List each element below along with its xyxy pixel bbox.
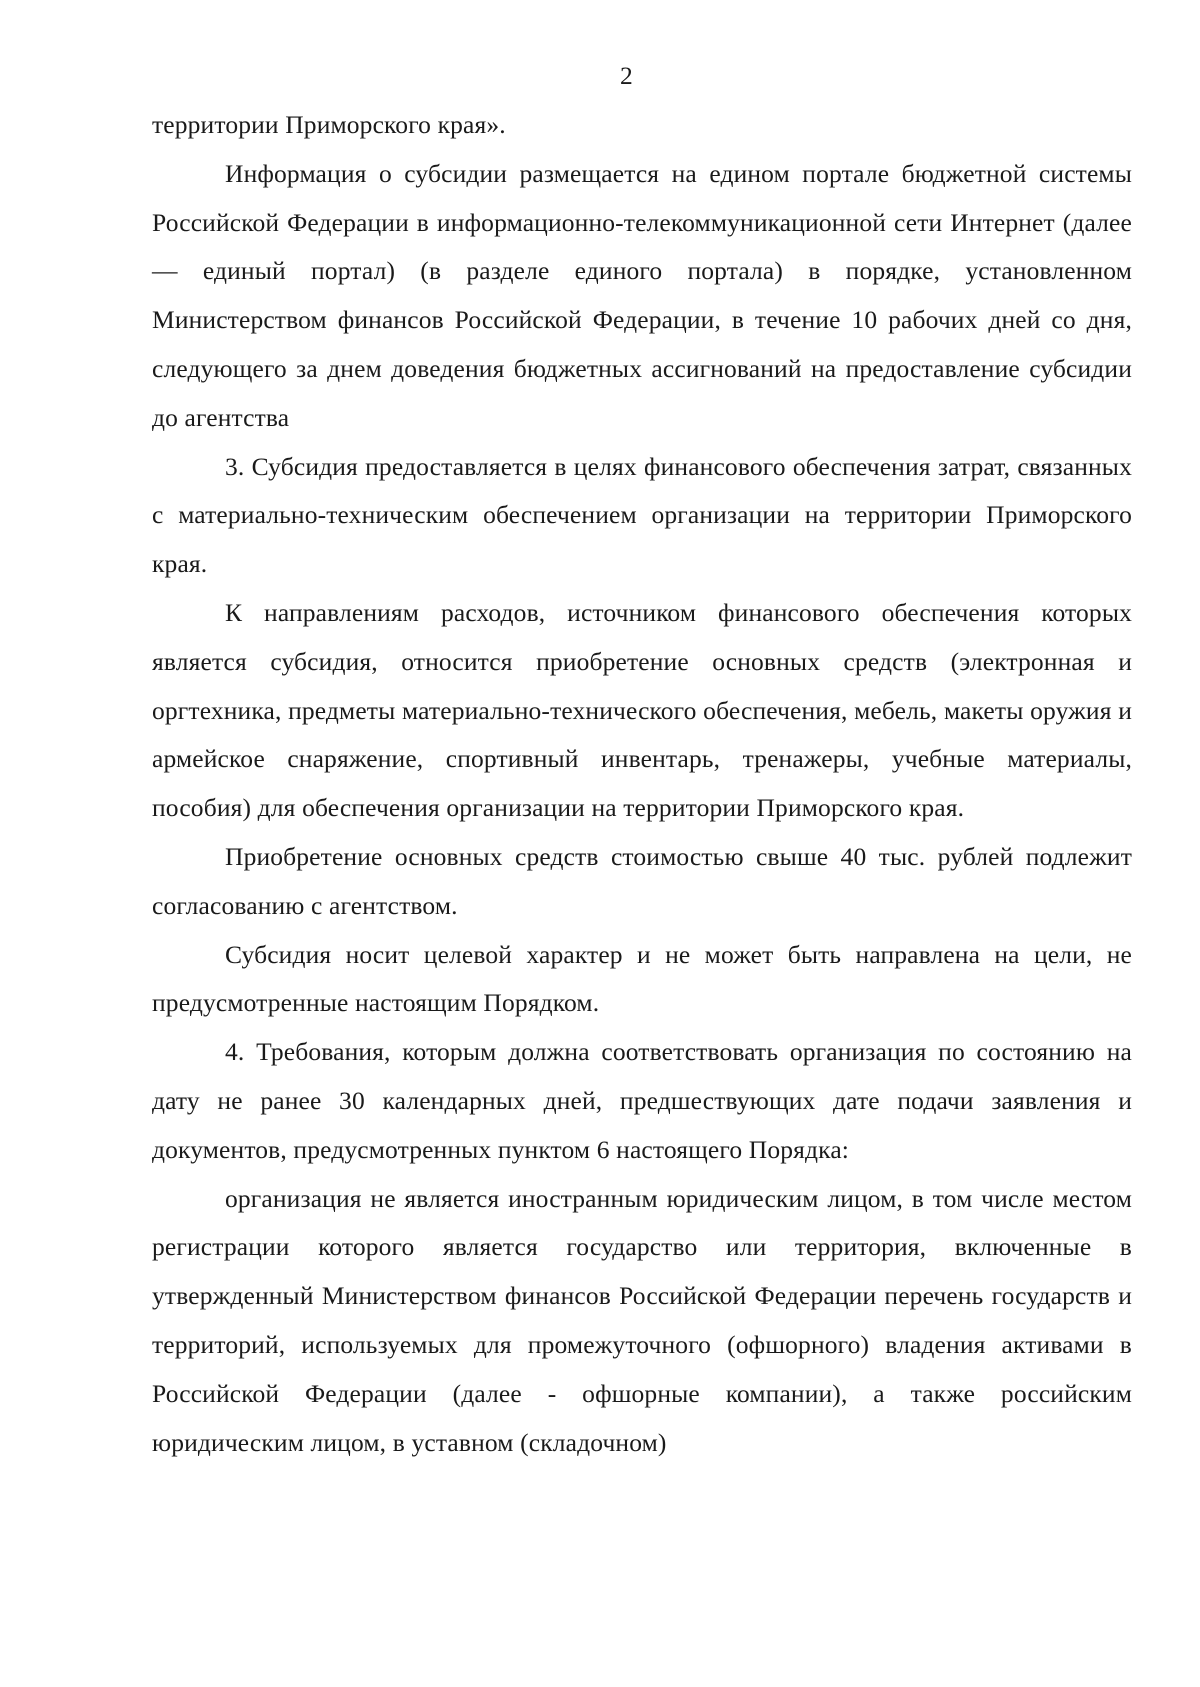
paragraph-subsidy-information: Информация о субсидии размещается на едином портале бюджетной системы Российской Федерации в информационно-телекоммуникационной сети Интернет (далее — единый портал) (в разделе единого портала) в порядке, установленном Министерством финансов Российской Федерации, в течение 10 рабочих дней со дня, следующего за днем доведения бюджетных ассигнований на предоставление субсидии до агентства [152,158,1132,432]
paragraph-continuation: территории Приморского края». [152,110,506,139]
page-number: 2 [620,61,633,90]
paragraph-targeted-nature: Субсидия носит целевой характер и не может быть направлена на цели, не предусмотренные настоящим Порядком. [152,939,1132,1018]
document-body [152,101,1132,1467]
paragraph-foreign-entity-requirement: организация не является иностранным юридическим лицом, в том числе местом регистрации которого является государство или территория, включенные в утвержденный Министерством финансов Российской Федерации перечень государств и территорий, используемых для промежуточного (офшорного) владения активами в Российской Федерации (далее - офшорные компании), а также российским юридическим лицом, в уставном (складочном) [152,1183,1132,1457]
paragraph-clause-4-requirements: 4. Требования, которым должна соответствовать организация по состоянию на дату не ранее 30 календарных дней, предшествующих дате подачи заявления и документов, предусмотренных пунктом 6 настоящего Порядка: [152,1037,1132,1164]
paragraph-clause-3-purpose: 3. Субсидия предоставляется в целях финансового обеспечения затрат, связанных с материально-техническим обеспечением организации на территории Приморского края. [152,451,1132,579]
paragraph-fixed-assets-approval: Приобретение основных средств стоимостью свыше 40 тыс. рублей подлежит согласованию с агентством. [152,841,1132,920]
paragraph-expense-directions: К направлениям расходов, источником финансового обеспечения которых является субсидия, относится приобретение основных средств (электронная и оргтехника, предметы материально-технического обеспечения, мебель, макеты оружия и армейское снаряжение, спортивный инвентарь, тренажеры, учебные материалы, пособия) для обеспечения организации на территории Приморского края. [152,597,1132,823]
